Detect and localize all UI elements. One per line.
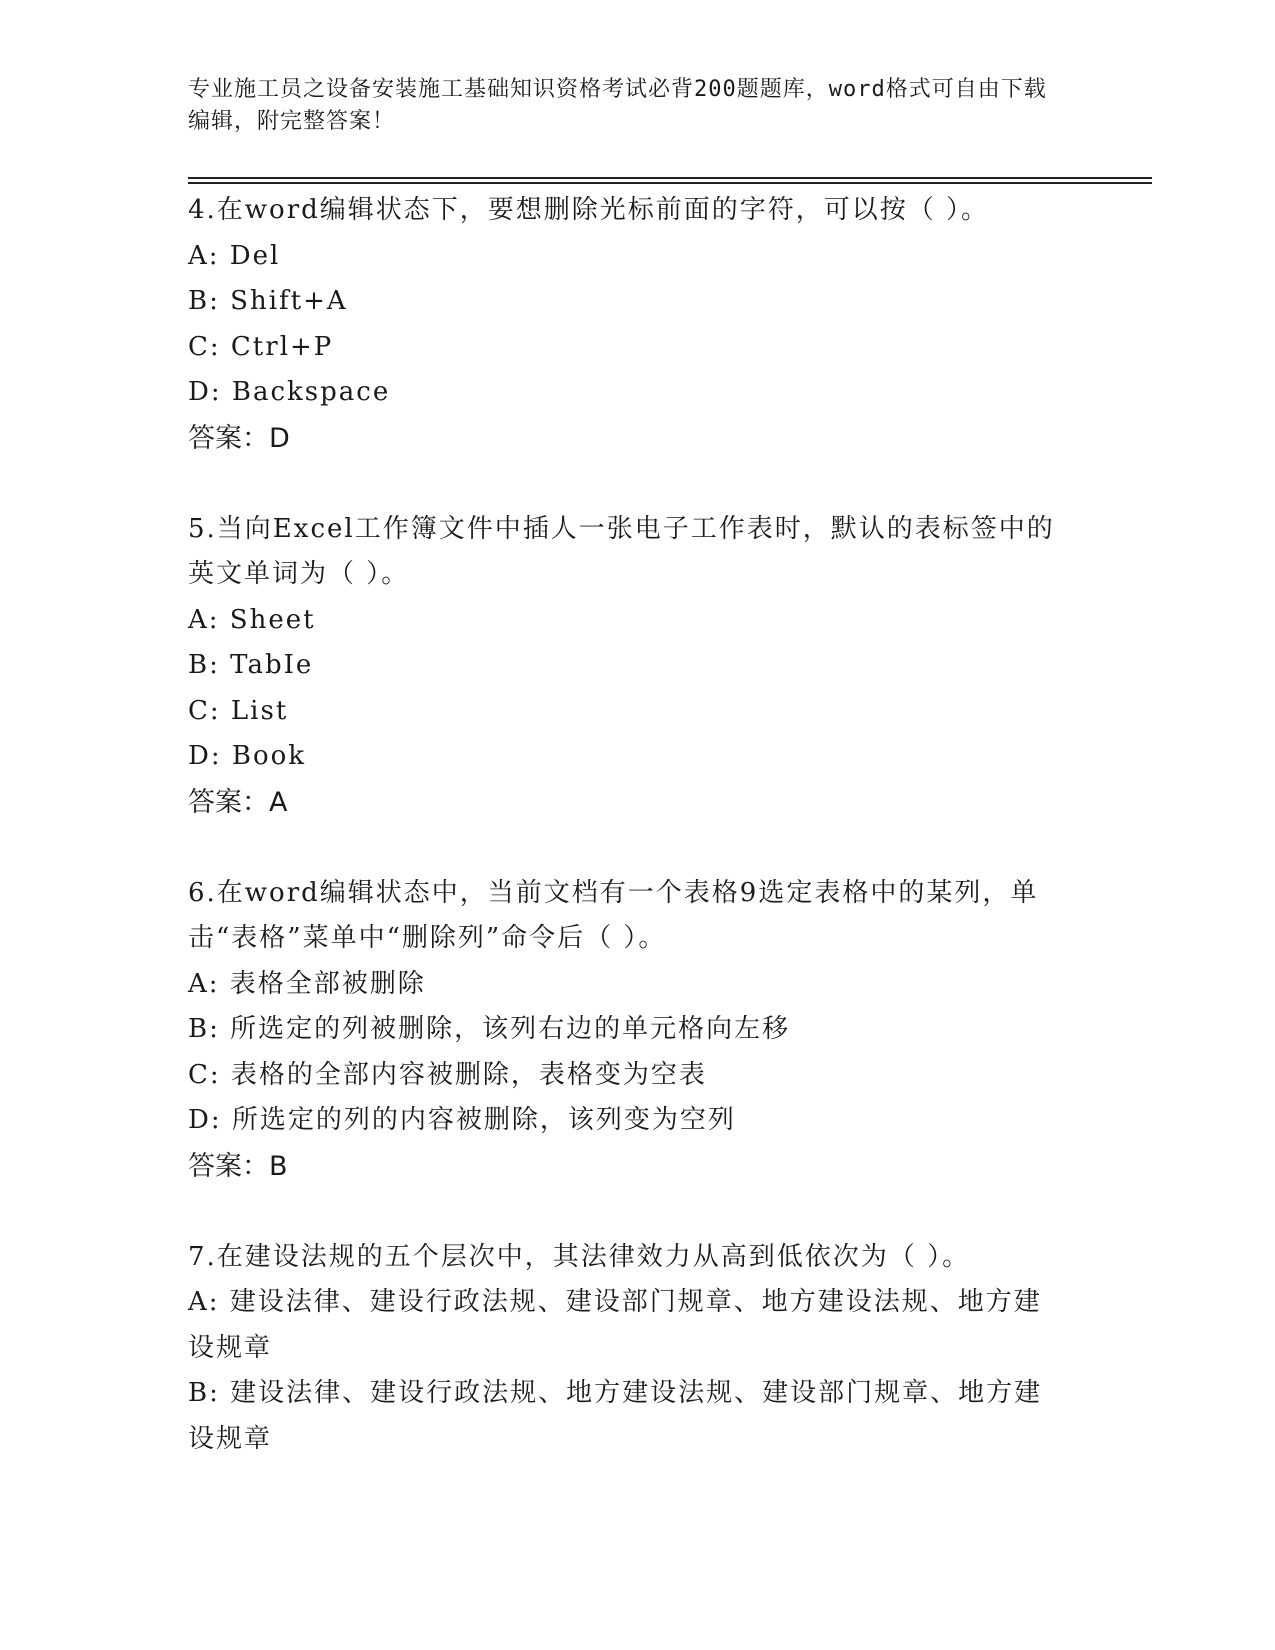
option-a: A: Del xyxy=(188,240,281,271)
question-spacer xyxy=(188,1190,1068,1235)
option-b: B: Shift+A xyxy=(188,286,348,316)
option-a: A: Sheet xyxy=(188,604,316,635)
question-6 xyxy=(188,871,1068,1190)
answer-label: 答案：D xyxy=(188,422,290,454)
option-c: C: Ctrl+P xyxy=(188,331,334,362)
header-rule-bottom xyxy=(188,182,1152,184)
header-rule-top xyxy=(188,177,1152,179)
question-list xyxy=(188,188,1068,1462)
document-header: 专业施工员之设备安装施工基础知识资格考试必背200题题库，word格式可自由下载编辑，附完整答案！ xyxy=(188,77,1047,134)
question-spacer xyxy=(188,826,1068,871)
option-a: A: 表格全部被删除 xyxy=(188,968,426,999)
option-d: D: 所选定的列的内容被删除，该列变为空列 xyxy=(188,1105,736,1135)
question-stem: 4.在word编辑状态下，要想删除光标前面的字符，可以按（ ）。 xyxy=(188,195,990,225)
question-stem: 7.在建设法规的五个层次中，其法律效力从高到低依次为（ ）。 xyxy=(188,1241,971,1272)
option-d: D: Book xyxy=(188,741,307,771)
option-c: C: List xyxy=(188,695,289,726)
option-d: D: Backspace xyxy=(188,377,391,407)
answer-label: 答案：B xyxy=(188,1150,288,1182)
question-5 xyxy=(188,507,1068,826)
question-7 xyxy=(188,1235,1068,1463)
question-4 xyxy=(188,188,1068,462)
option-b: B: TabIe xyxy=(188,650,314,680)
question-stem: 6.在word编辑状态中，当前文档有一个表格9选定表格中的某列，单击“表格”菜单中“删除列”命令后（ ）。 xyxy=(188,877,1039,953)
question-spacer xyxy=(188,462,1068,507)
option-b: B: 建设法律、建设行政法规、地方建设法规、建设部门规章、地方建设规章 xyxy=(188,1378,1043,1454)
option-a: A: 建设法律、建设行政法规、建设部门规章、地方建设法规、地方建设规章 xyxy=(188,1287,1042,1363)
option-b: B: 所选定的列被删除，该列右边的单元格向左移 xyxy=(188,1014,791,1044)
question-stem: 5.当向Excel工作簿文件中插人一张电子工作表时，默认的表标签中的英文单词为（ ）。 xyxy=(188,513,1055,589)
answer-label: 答案：A xyxy=(188,786,288,818)
option-c: C: 表格的全部内容被删除，表格变为空表 xyxy=(188,1059,707,1090)
